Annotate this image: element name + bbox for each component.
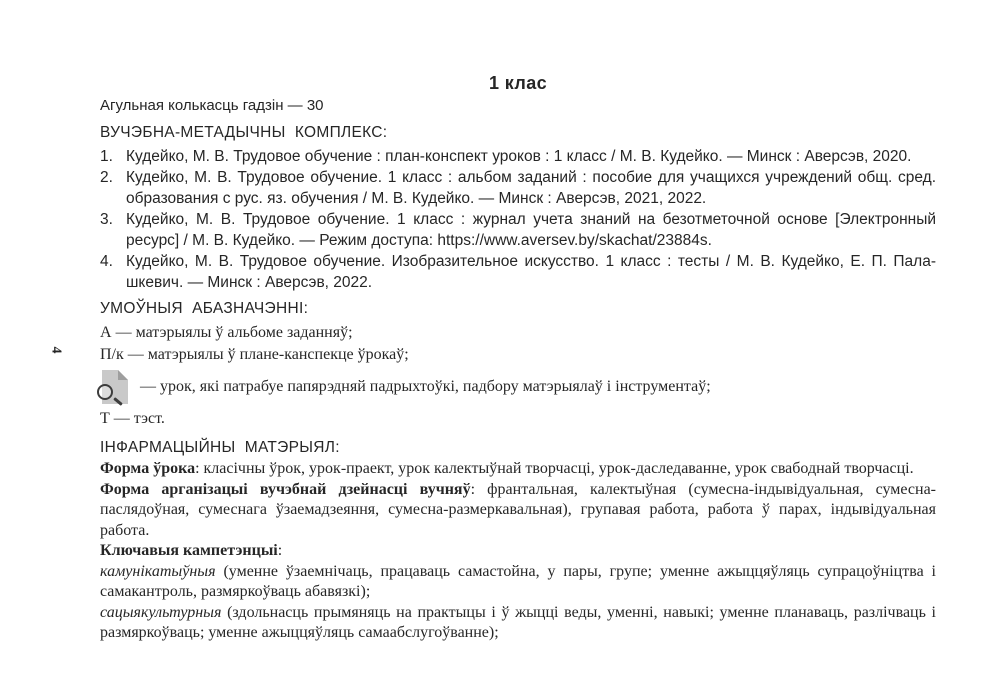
info-paragraph bbox=[100, 459, 936, 480]
info-paragraph bbox=[100, 541, 936, 562]
item-number: 3. bbox=[100, 211, 113, 228]
legend-symbol: П/к bbox=[100, 346, 128, 363]
page-fold-decoration bbox=[118, 370, 128, 380]
paragraph-lead: Форма арганізацыі вучэбнай дзейнасці вучняў bbox=[100, 480, 471, 498]
info-section bbox=[100, 459, 936, 644]
total-hours-line: Агульная колькасць гадзін — 30 bbox=[100, 97, 324, 114]
umk-list bbox=[100, 146, 936, 293]
paragraph-lead: сацыякультурныя bbox=[100, 603, 222, 621]
list-item bbox=[100, 167, 936, 209]
page-content bbox=[100, 72, 936, 644]
list-item bbox=[100, 251, 936, 293]
paragraph-text: (уменне ўзаемнічаць, працаваць самастойна, у пары, групе; уменне ажыццяўляць супрацоўніцтва і самакантроль, размяркоўваць абавязкі); bbox=[100, 562, 936, 600]
item-number: 2. bbox=[100, 169, 113, 186]
info-paragraph bbox=[100, 603, 936, 644]
item-text: Кудейко, М. В. Трудовое обучение : план-конспект уроков : 1 класс / М. В. Кудейко. — Минск : Аверсэв, 2020. bbox=[126, 148, 912, 165]
legend-symbol: А bbox=[100, 324, 116, 341]
legend-row bbox=[100, 366, 936, 408]
magnifier-handle bbox=[113, 397, 123, 406]
item-number: 4. bbox=[100, 253, 113, 270]
document-search-icon bbox=[102, 370, 128, 404]
item-text: Кудейко, М. В. Трудовое обучение. Изобразительное искусство. 1 класс : тесты / М. В. Кудейко, Е. П. Палашкевич. — Минск : Аверсэв, 2022. bbox=[126, 253, 936, 291]
page-title: 1 клас bbox=[488, 73, 548, 93]
page-number: 4 bbox=[48, 346, 64, 354]
item-text: Кудейко, М. В. Трудовое обучение. 1 класс : журнал учета знаний на безотметочной основе [Электронный ресурс] / М. В. Кудейко. — Режим доступа: https://www.aversev.by/skachat/23884s. bbox=[126, 211, 936, 249]
legend-heading: УМОЎНЫЯ АБАЗНАЧЭННІ: bbox=[100, 300, 309, 317]
legend-text: — матэрыялы ў плане-канспекце ўрокаў; bbox=[127, 346, 409, 363]
legend-row bbox=[100, 408, 936, 430]
umk-heading: ВУЧЭБНА-МЕТАДЫЧНЫ КОМПЛЕКС: bbox=[100, 124, 388, 141]
legend-row bbox=[100, 344, 936, 366]
item-number: 1. bbox=[100, 148, 113, 165]
list-item bbox=[100, 146, 936, 167]
info-paragraph bbox=[100, 480, 936, 542]
paragraph-text: : франтальная, калектыўная (сумесна-індывідуальная, сумесна-паслядоўная, сумеснага ўзаемадзеяння, сумесна-размеркавальная), групавая работа, работа ў парах, індывідуальная работа. bbox=[100, 480, 936, 539]
legend-row bbox=[100, 322, 936, 344]
magnifier-lens bbox=[97, 384, 113, 400]
info-heading: ІНФАРМАЦЫЙНЫ МАТЭРЫЯЛ: bbox=[100, 439, 340, 456]
legend-symbol: Т bbox=[100, 410, 114, 427]
paragraph-lead: Ключавыя кампетэнцыі bbox=[100, 542, 278, 559]
legend-text: — урок, які патрабуе папярэдняй падрыхтоўкі, падбору матэрыялаў і інструментаў; bbox=[140, 378, 711, 395]
paragraph-lead: камунікатыўныя bbox=[100, 562, 216, 580]
list-item bbox=[100, 209, 936, 251]
legend-list bbox=[100, 322, 936, 430]
paragraph-lead: Форма ўрока bbox=[100, 460, 196, 477]
legend-text: — тэст. bbox=[113, 410, 165, 427]
paragraph-text: (здольнасць прымяняць на практыцы і ў жыцці веды, уменні, навыкі; уменне планаваць, разлічваць і размяркоўваць; уменне ажыццяўляць самаабслугоўванне); bbox=[100, 603, 936, 641]
paragraph-text: : класічны ўрок, урок-праект, урок калектыўнай творчасці, урок-даследаванне, урок свабоднай творчасці. bbox=[195, 460, 914, 477]
legend-text: — матэрыялы ў альбоме заданняў; bbox=[115, 324, 353, 341]
item-text: Кудейко, М. В. Трудовое обучение. 1 класс : альбом заданий : пособие для учащихся учреждений общ. сред. образования с рус. яз. обучения / М. В. Кудейко. — Минск : Аверсэв, 2021, 2022. bbox=[126, 169, 936, 207]
info-paragraph bbox=[100, 562, 936, 603]
paragraph-text: : bbox=[277, 542, 283, 559]
